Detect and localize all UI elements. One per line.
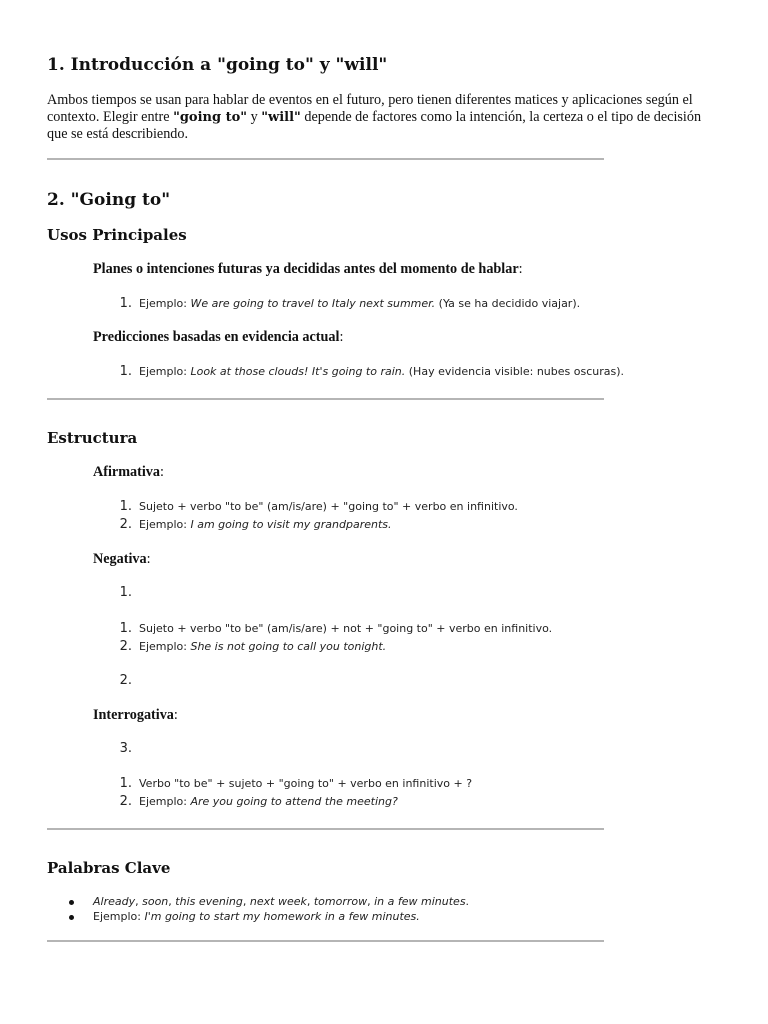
list-item <box>93 894 469 909</box>
interrogativa-list <box>119 775 473 811</box>
structure-rule: Verbo "to be" + sujeto + "going to" + verbo en infinitivo + ? <box>139 777 473 790</box>
bullet-icon <box>69 900 74 905</box>
intro-paragraph <box>47 92 707 143</box>
example-sentence: She is not going to call you tonight. <box>190 640 387 653</box>
list-item <box>119 516 518 534</box>
divider <box>47 398 604 400</box>
bullet-icon <box>69 915 74 920</box>
usos-planes-list <box>119 295 581 313</box>
section-1-heading: 1. Introducción a "going to" y "will" <box>47 55 388 75</box>
usos-sub-predicciones <box>93 329 343 346</box>
colon: : <box>159 464 164 480</box>
separator: , <box>135 895 143 908</box>
list-number: 1. <box>119 364 132 379</box>
divider <box>47 158 604 160</box>
separator: , <box>367 895 375 908</box>
intro-bold-will: "will" <box>261 110 301 125</box>
example-sentence: Look at those clouds! It's going to rain. <box>190 365 406 378</box>
colon: : <box>339 329 344 345</box>
list-number: 1. <box>119 776 132 791</box>
example-prefix: Ejemplo: <box>139 297 191 310</box>
intro-bold-going-to: "going to" <box>173 110 248 125</box>
usos-principales-heading: Usos Principales <box>47 226 187 244</box>
estructura-heading: Estructura <box>47 429 138 447</box>
colon: : <box>173 707 178 723</box>
separator: , <box>242 895 250 908</box>
divider <box>47 940 604 942</box>
example-prefix: Ejemplo: <box>139 365 191 378</box>
list-item <box>119 498 518 516</box>
intro-text-b: y <box>247 109 262 125</box>
list-number: 2. <box>119 639 132 654</box>
keyword: in a few minutes <box>374 895 466 908</box>
keyword: next week <box>249 895 307 908</box>
intro-text-c: depende de factores como la intención, la certeza o el tipo de decisión que se está describiendo. <box>47 109 702 142</box>
example-prefix: Ejemplo: <box>93 910 145 923</box>
list-number: 1. <box>119 621 132 636</box>
example-sentence: We are going to travel to Italy next summer. <box>190 297 436 310</box>
list-item <box>119 793 472 811</box>
list-item <box>119 638 552 656</box>
list-number: 2. <box>119 517 132 532</box>
structure-rule: Sujeto + verbo "to be" (am/is/are) + not + "going to" + verbo en infinitivo. <box>139 622 553 635</box>
usos-predicciones-list <box>119 363 625 381</box>
separator: , <box>168 895 176 908</box>
example-note: (Ya se ha decidido viajar). <box>435 297 581 310</box>
example-prefix: Ejemplo: <box>139 518 191 531</box>
list-item <box>119 295 581 313</box>
list-item <box>93 909 469 924</box>
list-number: 1. <box>119 296 132 311</box>
negativa-list <box>119 620 553 656</box>
example-sentence: I'm going to start my homework in a few minutes. <box>144 910 420 923</box>
keyword: Already <box>93 895 136 908</box>
list-item <box>119 775 473 793</box>
usos-sub-planes-label: Planes o intenciones futuras ya decididas antes del momento de hablar <box>93 261 519 277</box>
negativa-heading <box>93 551 151 568</box>
keyword: this evening <box>175 895 243 908</box>
list-number: 2. <box>119 794 132 809</box>
keyword: soon <box>142 895 169 908</box>
example-sentence: I am going to visit my grandparents. <box>190 518 392 531</box>
period: . <box>465 895 470 908</box>
interrogativa-heading <box>93 707 178 724</box>
section-2-heading: 2. "Going to" <box>47 190 171 210</box>
example-sentence: Are you going to attend the meeting? <box>190 795 398 808</box>
usos-sub-planes <box>93 261 523 278</box>
afirmativa-list <box>119 498 518 534</box>
example-prefix: Ejemplo: <box>139 795 191 808</box>
structure-rule: Sujeto + verbo "to be" (am/is/are) + "going to" + verbo en infinitivo. <box>139 500 518 513</box>
afirmativa-heading <box>93 464 164 481</box>
keyword: tomorrow <box>313 895 368 908</box>
palabras-clave-heading: Palabras Clave <box>47 859 171 877</box>
usos-sub-predicciones-label: Predicciones basadas en evidencia actual <box>93 329 340 345</box>
afirmativa-label: Afirmativa <box>93 464 160 480</box>
list-item <box>119 363 625 381</box>
example-prefix: Ejemplo: <box>139 640 191 653</box>
outer-list-number: 3. <box>119 741 132 756</box>
negativa-label: Negativa <box>93 551 147 567</box>
example-note: (Hay evidencia visible: nubes oscuras). <box>405 365 625 378</box>
colon: : <box>518 261 523 277</box>
palabras-clave-list <box>93 894 469 924</box>
colon: : <box>146 551 151 567</box>
list-number: 1. <box>119 499 132 514</box>
divider <box>47 828 604 830</box>
interrogativa-label: Interrogativa <box>93 707 174 723</box>
list-item <box>119 620 553 638</box>
separator: , <box>306 895 314 908</box>
outer-list-number: 2. <box>119 673 132 688</box>
outer-list-number: 1. <box>119 585 132 600</box>
intro-text-a: Ambos tiempos se usan para hablar de eventos en el futuro, pero tienen diferentes matices y aplicaciones según el contexto. Elegir entre <box>47 92 693 125</box>
